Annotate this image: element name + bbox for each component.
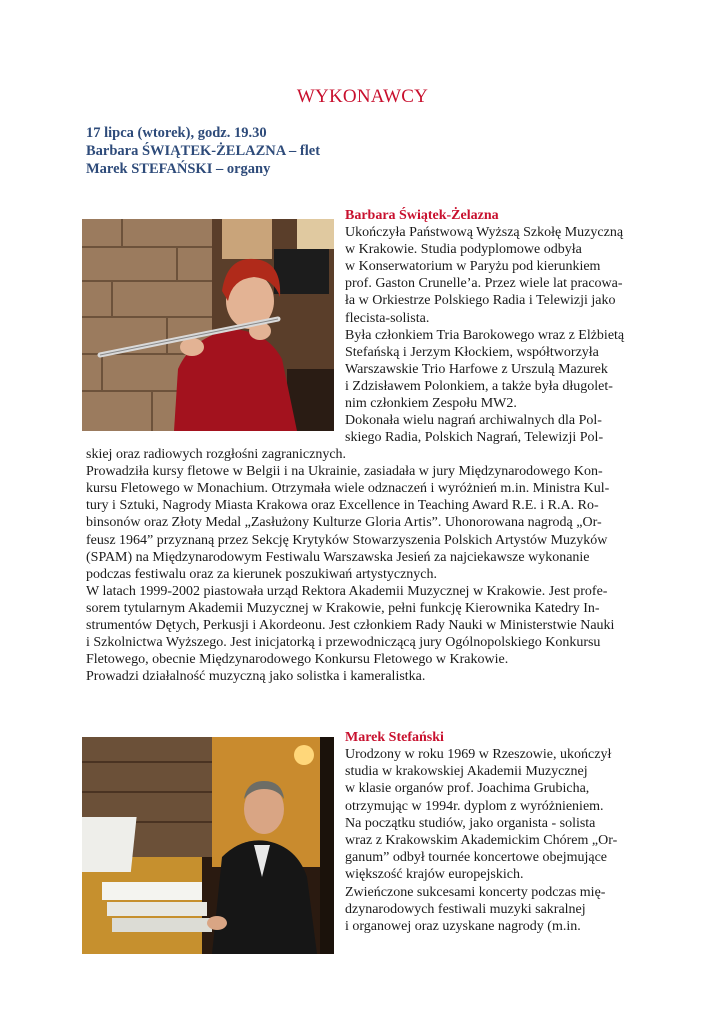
text-line: flecista-solista.	[345, 310, 430, 326]
text-line: podczas festiwalu oraz za kierunek poszukiwań artystycznych.	[86, 566, 438, 582]
text-line: tury i Sztuki, Nagrody Miasta Krakowa oraz Excellence in Teaching Award R.E. i R.A. Ro-	[86, 498, 599, 514]
page-title: WYKONAWCY	[296, 86, 429, 107]
event-date: 17 lipca (wtorek), godz. 19.30	[86, 125, 267, 141]
text-line: skiej oraz radiowych rozgłośni zagranicznych.	[86, 447, 347, 462]
text-line: w klasie organów prof. Joachima Grubicha,	[345, 781, 590, 797]
text-line: Była członkiem Tria Barokowego wraz z Elżbietą	[345, 327, 625, 343]
event-performer-1: Barbara ŚWIĄTEK-ŻELAZNA – flet	[86, 143, 321, 159]
text-line: Warszawskie Trio Harfowe z Urszulą Mazurek	[345, 361, 608, 377]
text-line: dzynarodowych festiwali muzyki sakralnej	[345, 901, 586, 917]
text-line: feusz 1964” przyznaną przez Sekcję Krytyków Stowarzyszenia Polskich Artystów Muzyków	[86, 532, 608, 548]
text-line: Urodzony w roku 1969 w Rzeszowie, ukończył	[345, 747, 612, 762]
text-line: większość krajów europejskich.	[345, 867, 524, 883]
text-line: i Zdzisławem Polonkiem, a także była długolet-	[345, 378, 613, 394]
text-line: Stefańską i Jerzym Kłockiem, współtworzyła	[345, 344, 599, 360]
text-line: Prowadzi działalność muzyczną jako solistka i kameralistka.	[86, 669, 426, 685]
organist-photo	[82, 737, 334, 954]
text-line: w Krakowie. Studia podyplomowe odbyła	[345, 242, 582, 258]
bio1-name: Barbara Świątek-Żelazna	[345, 208, 499, 223]
text-line: ła w Orkiestrze Polskiego Radia i Telewizji jako	[345, 293, 616, 309]
text-line: wraz z Krakowskim Akademickim Chórem „Or-	[345, 833, 618, 848]
text-line: strumentów Dętych, Perkusji i Akordeonu. Jest członkiem Rady Nauki w Ministerstwie Nauki	[86, 618, 615, 633]
text-line: Fletowego, obecnie Międzynarodowego Konkursu Fletowego w Krakowie.	[86, 652, 509, 668]
event-performer-2: Marek STEFAŃSKI – organy	[86, 161, 271, 177]
bio2-name: Marek Stefański	[345, 730, 444, 745]
text-line: W latach 1999-2002 piastowała urząd Rektora Akademii Muzycznej w Krakowie. Jest profe-	[86, 583, 608, 599]
text-line: w Konserwatorium w Paryżu pod kierunkiem	[345, 259, 601, 275]
text-line: kursu Fletowego w Monachium. Otrzymała wiele odznaczeń i wyróżnień m.in. Ministra Kul-	[86, 481, 610, 497]
text-line: sorem tytularnym Akademii Muzycznej w Krakowie, pełni funkcję Kierownika Katedry In-	[86, 600, 600, 616]
text-line: nim członkiem Zespołu MW2.	[345, 396, 517, 411]
text-line: Prowadziła kursy fletowe w Belgii i na Ukrainie, zasiadała w jury Międzynarodowego Kon-	[86, 464, 603, 480]
text-line: prof. Gaston Crunelle’a. Przez wiele lat pracowa-	[345, 276, 623, 292]
text-line: otrzymując w 1994r. dyplom z wyróżnieniem.	[345, 798, 604, 814]
text-line: Dokonała wielu nagrań archiwalnych dla Pol-	[345, 413, 602, 429]
text-line: Ukończyła Państwową Wyższą Szkołę Muzyczną	[345, 225, 624, 240]
text-line: (SPAM) na Międzynarodowym Festiwalu Warszawska Jesień za najciekawsze wykonanie	[86, 549, 590, 565]
text-line: binsonów oraz Złoty Medal „Zasłużony Kulturze Gloria Artis”. Uhonorowana nagrodą „Or-	[86, 515, 602, 531]
text-line: skiego Radia, Polskich Nagrań, Telewizji Pol-	[345, 430, 604, 446]
text-line: Zwieńczone sukcesami koncerty podczas mię-	[345, 884, 606, 900]
text-line: i Szkolnictwa Wyższego. Jest inicjatorką i przewodniczącą jury Ogólnopolskiego Konkursu	[86, 635, 601, 651]
text-line: i organowej oraz uzyskane nagrody (m.in.	[345, 919, 581, 934]
event-info	[86, 124, 320, 178]
text-line: ganum” odbył tournée koncertowe obejmujące	[345, 850, 608, 866]
text-line: Na początku studiów, jako organista - solista	[345, 815, 596, 831]
text-line: studia w krakowskiej Akademii Muzycznej	[345, 764, 588, 780]
flutist-photo	[82, 219, 334, 431]
